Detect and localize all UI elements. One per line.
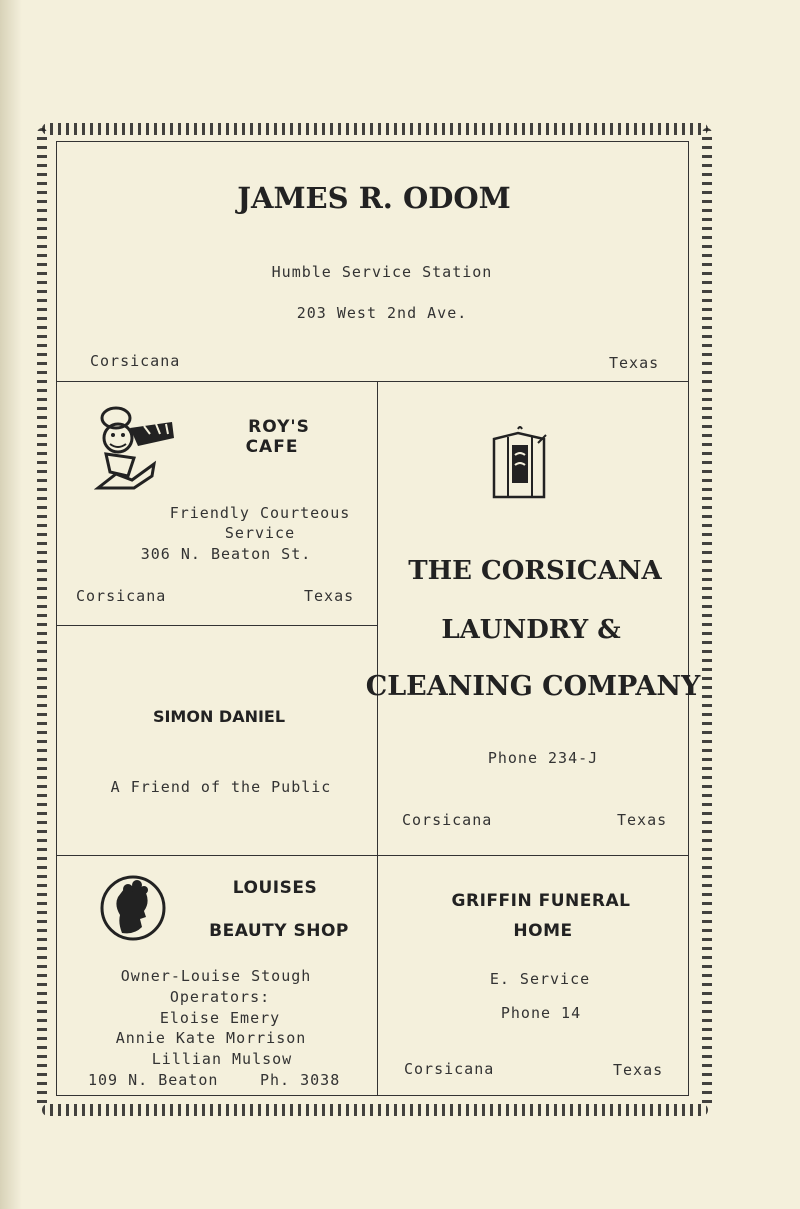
- page-edge: [0, 0, 22, 1209]
- ornamental-border-top: [42, 123, 708, 135]
- ad-state: Texas: [613, 1061, 664, 1079]
- ad-tagline-line2: Service: [224, 524, 296, 542]
- ad-state: Texas: [617, 811, 668, 829]
- divider: [56, 625, 377, 626]
- ad-title-line3: CLEANING COMPANY: [365, 671, 701, 702]
- ad-title-line1: GRIFFIN FUNERAL: [451, 891, 631, 911]
- woman-silhouette-cameo-icon: [100, 875, 166, 941]
- ad-operator: Eloise Emery: [159, 1009, 281, 1027]
- ad-operator: Lillian Mulsow: [151, 1050, 293, 1068]
- ad-title-line2: CAFE: [245, 437, 299, 457]
- garment-bag-icon: [488, 425, 550, 501]
- ad-owner: Owner-Louise Stough: [120, 967, 312, 985]
- ad-tagline-line1: Friendly Courteous: [169, 504, 351, 522]
- ad-address: 109 N. Beaton: [88, 1071, 219, 1089]
- ad-city: Corsicana: [90, 352, 181, 370]
- chef-waiter-cartoon-icon: [94, 402, 176, 492]
- ad-service: E. Service: [489, 970, 591, 988]
- ad-title: SIMON DANIEL: [152, 707, 286, 726]
- ad-phone: Phone 234-J: [487, 749, 599, 767]
- ornamental-border-bottom: [42, 1104, 708, 1116]
- ad-state: Texas: [304, 587, 355, 605]
- ad-title: JAMES R. ODOM: [237, 181, 511, 215]
- ad-state: Texas: [609, 354, 660, 372]
- ad-phone: Ph. 3038: [260, 1071, 341, 1089]
- ad-city: Corsicana: [76, 587, 167, 605]
- ad-city: Corsicana: [404, 1060, 495, 1078]
- divider: [56, 855, 689, 856]
- ad-operators-label: Operators:: [169, 988, 271, 1006]
- ad-title-line2: LAUNDRY &: [441, 615, 621, 645]
- ad-title-line2: BEAUTY SHOP: [209, 921, 349, 941]
- ad-title-line1: ROY'S: [248, 417, 310, 437]
- ad-title-line2: HOME: [513, 921, 573, 941]
- ad-tagline: A Friend of the Public: [110, 778, 332, 796]
- divider: [56, 381, 689, 382]
- ornamental-border-left: [37, 128, 47, 1108]
- ad-address: 306 N. Beaton St.: [140, 545, 312, 563]
- ad-city: Corsicana: [402, 811, 493, 829]
- ad-title-line1: THE CORSICANA: [408, 556, 662, 586]
- ornamental-border-right: [702, 128, 712, 1108]
- ad-address: 203 West 2nd Ave.: [296, 304, 468, 322]
- ad-phone: Phone 14: [500, 1004, 582, 1022]
- divider: [377, 381, 378, 1096]
- ad-title-line1: LOUISES: [232, 878, 318, 898]
- ad-business: Humble Service Station: [271, 263, 493, 281]
- ad-operator: Annie Kate Morrison: [115, 1029, 307, 1047]
